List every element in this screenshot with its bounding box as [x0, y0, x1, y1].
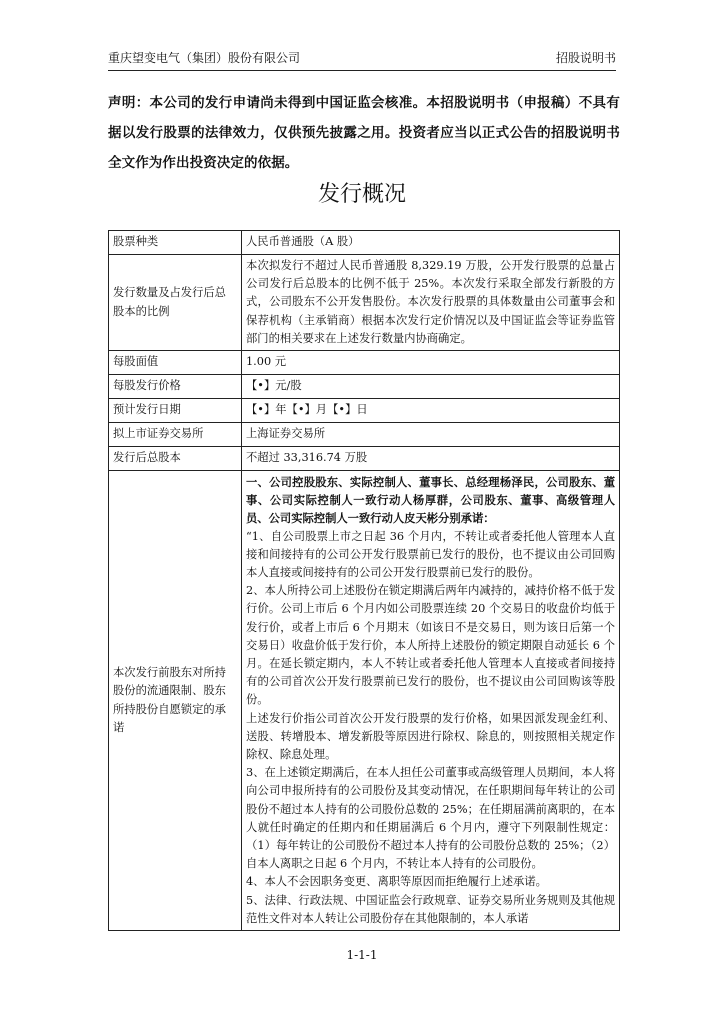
row-value: 【•】年【•】月【•】日: [242, 399, 620, 423]
row-label: 预计发行日期: [109, 399, 242, 423]
row-value: 1.00 元: [242, 351, 620, 375]
row-value: 【•】元/股: [242, 375, 620, 399]
row-label: 每股发行价格: [109, 375, 242, 399]
disclaimer-statement: 声明：本公司的发行申请尚未得到中国证监会核准。本招股说明书（申报稿）不具有据以发行股票的法律效力，仅供预先披露之用。投资者应当以正式公告的招股说明书全文作为作出投资决定的依据。: [108, 95, 620, 171]
row-label: 拟上市证券交易所: [109, 423, 242, 447]
row-label: 发行后总股本: [109, 447, 242, 471]
commitment-heading: 一、公司控股股东、实际控制人、董事长、总经理杨泽民，公司股东、董事、公司实际控制人一致行动人杨厚群，公司股东、董事、高级管理人员、公司实际控制人一致行动人皮天彬分别承诺：: [246, 475, 615, 526]
table-row: [109, 447, 620, 471]
commitment-paragraph: 3、在上述锁定期满后，在本人担任公司董事或高级管理人员期间，本人将向公司申报所持有的公司股份及其变动情况，在任职期间每年转让的公司股份不超过本人持有的公司股份总数的 25%；在任期届满前离职的，在本人就任时确定的任期内和任期届满后 6 个月内，遵守下列限制性规定：（1）每年转让的公司股份不超过本人持有的公司股份总数的 25%；（2）自本人离职之日起 6 个月内，不转让本人持有的公司股份。: [246, 766, 615, 871]
table-row: [109, 231, 620, 255]
document-type: 招股说明书: [555, 51, 616, 65]
page-title: 发行概况: [317, 182, 406, 207]
table-row: [109, 399, 620, 423]
company-name: 重庆望变电气（集团）股份有限公司: [108, 51, 301, 65]
table-row: [109, 375, 620, 399]
table-row: [109, 351, 620, 375]
row-label: 发行数量及占发行后总股本的比例: [109, 255, 242, 351]
table-row: [109, 255, 620, 351]
table-row: [109, 423, 620, 447]
row-label: 本次发行前股东对所持股份的流通限制、股东所持股份自愿锁定的承诺: [109, 471, 242, 931]
row-label: 股票种类: [109, 231, 242, 255]
row-value: 本次拟发行不超过人民币普通股 8,329.19 万股，公开发行股票的总量占公司发行后总股本的比例不低于 25%。本次发行采取全部发行新股的方式，公司股东不公开发售股份。本次发行股票的具体数量由公司董事会和保荐机构（主承销商）根据本次发行定价情况以及中国证监会等证券监管部门的相关要求在上述发行数量内协商确定。: [242, 255, 620, 351]
table-row-commitment: [109, 471, 620, 931]
row-value: 人民币普通股（A 股）: [242, 231, 620, 255]
offering-overview-table: [108, 230, 620, 931]
row-label: 每股面值: [109, 351, 242, 375]
row-value: 上海证券交易所: [242, 423, 620, 447]
commitment-paragraph: 4、本人不会因职务变更、离职等原因而拒绝履行上述承诺。: [246, 875, 547, 889]
commitment-paragraph: “1、自公司股票上市之日起 36 个月内，不转让或者委托他人管理本人直接和间接持有的公司公开发行股票前已发行的股份，也不提议由公司回购本人直接或间接持有的公司公开发行股票前已发行的股份。: [246, 529, 615, 580]
commitment-paragraph: 2、本人所持公司上述股份在锁定期满后两年内减持的，减持价格不低于发行价。公司上市后 6 个月内如公司股票连续 20 个交易日的收盘价均低于发行价，或者上市后 6 个月期末（如该日不是交易日，则为该日后第一个交易日）收盘价低于发行价，本人所持上述股份的锁定期限自动延长 6 个月。在延长锁定期内，本人不转让或者委托他人管理本人直接或者间接持有的公司首次公开发行股票前已发行的股份，也不提议由公司回购该等股份。: [246, 584, 615, 707]
page-header: [108, 50, 616, 71]
commitment-content: [242, 471, 620, 931]
row-value: 不超过 33,316.74 万股: [242, 447, 620, 471]
page-number: 1-1-1: [346, 948, 378, 962]
commitment-paragraph: 上述发行价指公司首次公开发行股票的发行价格，如果因派发现金红利、送股、转增股本、增发新股等原因进行除权、除息的，则按照相关规定作除权、除息处理。: [246, 711, 615, 762]
commitment-paragraph: 5、法律、行政法规、中国证监会行政规章、证券交易所业务规则及其他规范性文件对本人转让公司股份存在其他限制的，本人承诺: [246, 893, 615, 925]
